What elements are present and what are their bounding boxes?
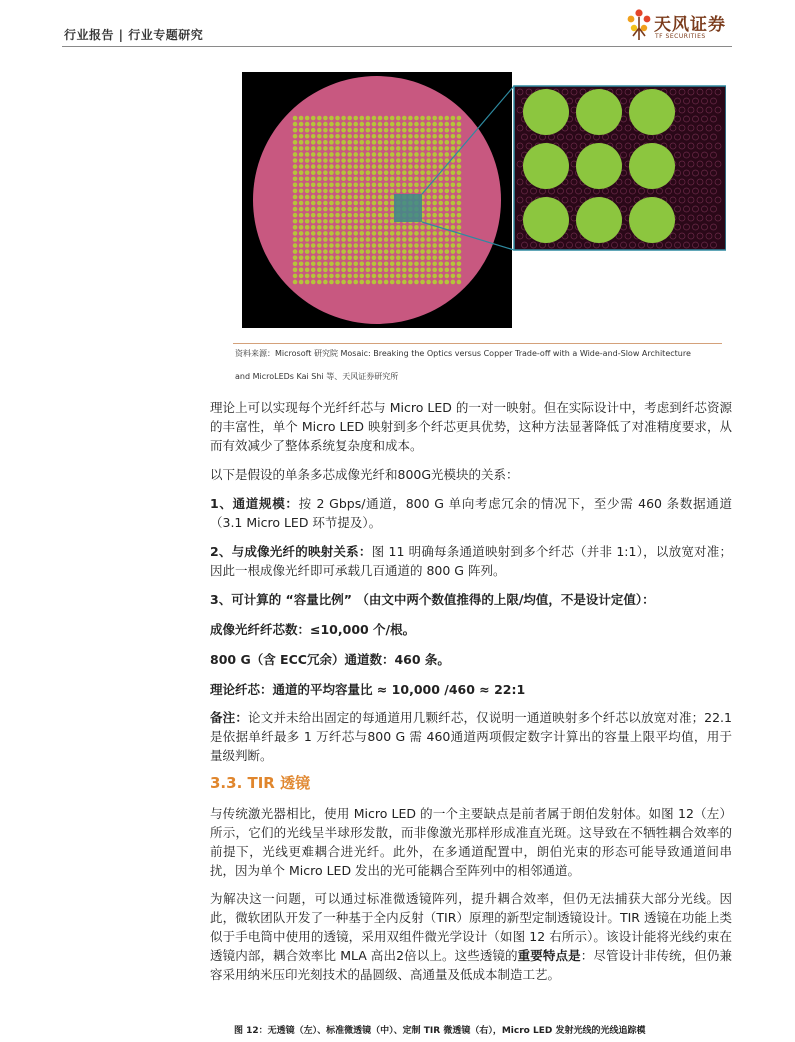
item-text: 按 2 Gbps/通道，800 G 单向考虑冗余的情况下，至少需 460 条数据通道（3.1 Micro LED 环节提及）。	[210, 496, 732, 530]
paragraph-text: 为解决这一问题，可以通过标准微透镜阵列，提升耦合效率，但仍无法捕获大部分光线。因此，微软团队开发了一种基于全内反射（TIR）原理的新型定制透镜设计。TIR 透镜在功能上类似于手电筒中使用的透镜，采用双组件微光学设计（如图 12 右所示）。该设计能将光线约束在透镜内部，耦合效率比 MLA 高出2倍以上。这些透镜的	[210, 891, 732, 963]
zoomed-fiber-core	[576, 143, 622, 189]
zoomed-fiber-core	[576, 197, 622, 243]
zoomed-fiber-core	[576, 89, 622, 135]
section-paragraph-2	[210, 889, 732, 984]
logo-chinese-name: 天风证券	[654, 15, 726, 35]
fiber-mosaic-figure	[242, 72, 726, 328]
figure-source-line1: 资料来源：Microsoft 研究院 Mosaic: Breaking the Optics versus Copper Trade-off with a Wide-and-Slow Architecture	[235, 349, 691, 358]
zoomed-fiber-core	[523, 197, 569, 243]
item-title: 2、与成像光纤的映射关系：	[210, 544, 372, 559]
item-capacity-ratio: 3、可计算的 “容量比例” （由文中两个数值推得的上限/均值，不是设计定值）：	[210, 592, 655, 607]
flower-logo-icon	[624, 8, 654, 42]
note-text: 论文并未给出固定的每通道用几颗纤芯，仅说明一通道映射多个纤芯以放宽对准；22.1是依据单纤最多 1 万纤芯与800 G 需 460通道两项假定数字计算出的容量上限平均值，用于量级判断。	[210, 710, 732, 763]
zoomed-fiber-core	[629, 89, 675, 135]
item-fiber-mapping	[210, 542, 732, 580]
zoomed-fiber-core	[629, 197, 675, 243]
report-category: 行业报告 | 行业专题研究	[64, 28, 204, 42]
stat-channel-count: 800 G（含 ECC冗余）通道数：460 条。	[210, 652, 450, 667]
zoomed-fiber-core	[629, 143, 675, 189]
zoomed-fiber-core	[523, 143, 569, 189]
figure-12-caption: 图 12：无透镜（左）、标准微透镜（中）、定制 TIR 微透镜（右），Micro LED 发射光线的光线追踪模	[234, 1026, 646, 1036]
paragraph-text: ：尽管设计非传统，但仍兼容采用纳米压印光刻技术的晶圆级、高通量及低成本制造工艺。	[210, 948, 732, 982]
stat-core-count: 成像光纤纤芯数：≤10,000 个/根。	[210, 622, 416, 637]
zoomed-fiber-core	[523, 89, 569, 135]
paragraph-mapping: 理论上可以实现每个光纤纤芯与 Micro LED 的一对一映射。但在实际设计中，考虑到纤芯资源的丰富性，单个 Micro LED 映射到多个纤芯更具优势，这种方法显著降低了对准精度要求，从而有效减少了整体系统复杂度和成本。	[210, 400, 732, 453]
note-title: 备注：	[210, 710, 249, 725]
figure-source-line2: and MicroLEDs Kai Shi 等、天风证券研究所	[235, 372, 399, 381]
paragraph-emphasis: 重要特点是	[517, 948, 581, 963]
stat-capacity-ratio: 理论纤芯：通道的平均容量比 ≈ 10,000 /460 ≈ 22:1	[210, 682, 526, 697]
item-channel-scale	[210, 494, 732, 532]
paragraph-assumption: 以下是假设的单条多芯成像光纤和800G光模块的关系：	[210, 467, 519, 482]
logo-english-name: TF SECURITIES	[655, 33, 706, 40]
tf-securities-logo	[624, 8, 736, 44]
note-paragraph	[210, 708, 732, 765]
section-paragraph-1: 与传统激光器相比，使用 Micro LED 的一个主要缺点是前者属于朗伯发射体。如图 12（左）所示，它们的光线呈半球形发散，而非像激光那样形成准直光斑。这导致在不牺牲耦合效率的前提下，光线更难耦合进光纤。此外，在多通道配置中，朗伯光束的形态可能导致通道间串扰，因为单个 Micro LED 发出的光可能耦合至阵列中的相邻通道。	[210, 806, 732, 878]
header-divider	[62, 46, 732, 47]
item-title: 1、通道规模：	[210, 496, 299, 511]
zoom-region-highlight	[394, 194, 422, 222]
fiber-cladding	[253, 76, 501, 324]
section-title: 3.3. TIR 透镜	[210, 774, 311, 792]
item-text: 图 11 明确每条通道映射到多个纤芯（并非 1:1），以放宽对准；因此一根成像光纤即可承载几百通道的 800 G 阵列。	[210, 544, 732, 578]
figure-source-divider	[233, 343, 722, 344]
